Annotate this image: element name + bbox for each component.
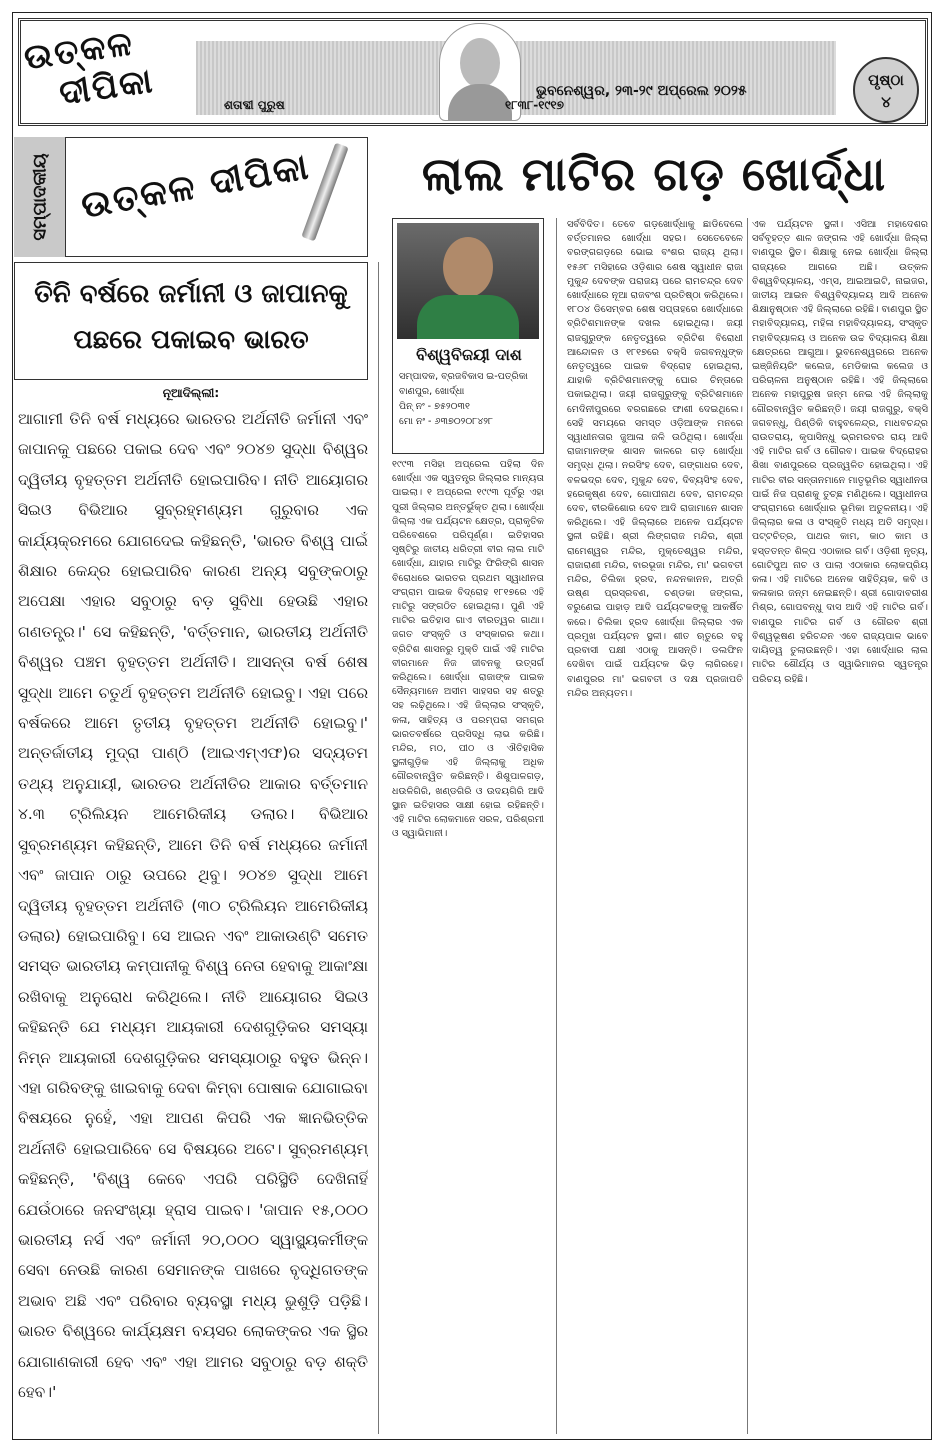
reporter-details (399, 369, 541, 429)
photo-shirt (417, 295, 519, 339)
column-divider (378, 262, 379, 1434)
column-divider (556, 218, 557, 1434)
reporter-role: ସମ୍ପାଦକ, ବ୍ରଜବିକାସ ଇ-ପତ୍ରିକା (399, 371, 528, 382)
section-vertical-label (14, 137, 66, 257)
reporter-place: ବାଣପୁର, ଖୋର୍ଦ୍ଧା (399, 386, 465, 397)
reporter-pin: ପିନ୍ ନଂ - ୭୫୨୦୩୧ (399, 401, 470, 412)
left-story-body: ଆଗାମୀ ତିନି ବର୍ଷ ମଧ୍ୟରେ ଭାରତର ଅର୍ଥନୀତି ଜର୍ମାନୀ ଏବଂ ଜାପାନକୁ ପଛରେ ପକାଇ ଦେବ ଏବଂ ୨୦୪୭ ସୁଦ୍ଧା ବିଶ୍ୱର ଦ୍ୱିତୀୟ ବୃହତ୍ତମ ଅର୍ଥନୀତି ହୋଇପାରିବ। ନୀତି ଆୟୋଗର ସିଇଓ ବିଭିଆର ସୁବ୍ରହ୍ମଣ୍ୟମ ଗୁରୁବାର ଏକ କାର୍ଯ୍ୟକ୍ରମରେ ଯୋଗଦେଇ କହିଛନ୍ତି, 'ଭାରତ ବିଶ୍ୱ ପାଇଁ ଶିକ୍ଷାର କେନ୍ଦ୍ର ହୋଇପାରିବ କାରଣ ଅନ୍ୟ ସବୁଙ୍କଠାରୁ ଅପେକ୍ଷା ଏହାର ସବୁଠାରୁ ବଡ଼ ସୁବିଧା ହେଉଛି ଏହାର ଗଣତନ୍ତ୍ର।' ସେ କହିଛନ୍ତି, 'ବର୍ତ୍ତମାନ, ଭାରତୀୟ ଅର୍ଥନୀତି ବିଶ୍ୱର ପଞ୍ଚମ ବୃହତ୍ତମ ଅର୍ଥନୀତି। ଆସନ୍ତା ବର୍ଷ ଶେଷ ସୁଦ୍ଧା ଆମେ ଚତୁର୍ଥ ବୃହତ୍ତମ ଅର୍ଥନୀତି ହୋଇବୁ। ଏହା ପରେ ବର୍ଷକରେ ଆମେ ତୃତୀୟ ବୃହତ୍ତମ ଅର୍ଥନୀତି ହୋଇବୁ।' ଅନ୍ତର୍ଜାତୀୟ ମୁଦ୍ରା ପାଣ୍ଠି (ଆଇଏମ୍ଏଫ)ର ସଦ୍ୟତମ ତଥ୍ୟ ଅନୁଯାୟୀ, ଭାରତର ଅର୍ଥନୀତିର ଆକାର ବର୍ତ୍ତମାନ ୪.୩ ଟ୍ରିଲିୟନ ଆମେରିକୀୟ ଡଲାର। ବିଭିଆର ସୁବ୍ରମଣ୍ୟମ କହିଛନ୍ତି, ଆମେ ତିନି ବର୍ଷ ମଧ୍ୟରେ ଜର୍ମାନୀ ଏବଂ ଜାପାନ ଠାରୁ ଉପରେ ଥିବୁ। ୨୦୪୭ ସୁଦ୍ଧା ଆମେ ଦ୍ୱିତୀୟ ବୃହତ୍ତମ ଅର୍ଥନୀତି (୩୦ ଟ୍ରିଲିୟନ ଆମେରିକୀୟ ଡଲାର) ହୋଇପାରିବୁ। ସେ ଆଇନ ଏବଂ ଆକାଉଣ୍ଟି ସମେତ ସମସ୍ତ ଭାରତୀୟ କମ୍ପାନୀକୁ ବିଶ୍ୱ ନେତା ହେବାକୁ ଆକାଂକ୍ଷା ରଖିବାକୁ ଅନୁରୋଧ କରିଥିଲେ। ନୀତି ଆୟୋଗର ସିଇଓ କହିଛନ୍ତି ଯେ ମଧ୍ୟମ ଆୟକାରୀ ଦେଶଗୁଡ଼ିକର ସମସ୍ୟା ନିମ୍ନ ଆୟକାରୀ ଦେଶଗୁଡ଼ିକର ସମସ୍ୟାଠାରୁ ବହୁତ ଭିନ୍ନ। ଏହା ଗରିବଙ୍କୁ ଖାଇବାକୁ ଦେବା କିମ୍ବା ପୋଷାକ ଯୋଗାଇବା ବିଷୟରେ ନୁହେଁ, ଏହା ଆପଣ କିପରି ଏକ ଜ୍ଞାନଭିତ୍ତିକ ଅର୍ଥନୀତି ହୋଇପାରିବେ ସେ ବିଷୟରେ ଅଟେ। ସୁବ୍ରମଣ୍ୟମ୍ କହିଛନ୍ତି, 'ବିଶ୍ୱ କେବେ ଏପରି ପରିସ୍ଥିତି ଦେଖିନାହିଁ ଯେଉଁଠାରେ ଜନସଂଖ୍ୟା ହ୍ରାସ ପାଇବ। 'ଜାପାନ ୧୫,୦୦୦ ଭାରତୀୟ ନର୍ସ ଏବଂ ଜର୍ମାନୀ ୨୦,୦୦୦ ସ୍ୱାସ୍ଥ୍ୟକର୍ମୀଙ୍କ ସେବା ନେଉଛି କାରଣ ସେମାନଙ୍କ ପାଖରେ ବୃଦ୍ଧିଗତଙ୍କ ଅଭାବ ଅଛି ଏବଂ ପରିବାର ବ୍ୟବସ୍ଥା ମଧ୍ୟ ଭୁଶୁଡ଼ି ପଡ଼ିଛି। ଭାରତ ବିଶ୍ୱରେ କାର୍ଯ୍ୟକ୍ଷମ ବୟସର ଲୋକଙ୍କର ଏକ ସ୍ଥିର ଯୋଗାଣକାରୀ ହେବ ଏବଂ ଏହା ଆମର ସବୁଠାରୁ ବଡ଼ ଶକ୍ତି ହେବ।' (18, 410, 368, 1401)
centenary-label: ଶତାବ୍ଦୀ ପୁରୁଷ (224, 98, 285, 112)
page-number-badge (853, 57, 919, 123)
main-headline: ଲାଲ ମାଟିର ଗଡ଼ ଖୋର୍ଦ୍ଧା (421, 147, 887, 201)
logo-line-2: ଦୀପିକା (56, 60, 157, 114)
left-story-dateline: ନୂଆଦିଲ୍ଲୀ: (162, 386, 220, 400)
photo-face (443, 237, 493, 297)
left-story-headline (14, 262, 368, 380)
left-headline-line-1: ତିନି ବର୍ଷରେ ଜର୍ମାନୀ ଓ ଜାପାନକୁ (34, 279, 348, 309)
main-story-column-3: ଏକ ପର୍ଯ୍ୟଟନ ସ୍ଥଳୀ। ଏସିଆ ମହାଦେଶର ସର୍ବବୃହତ୍ତ ଶାଳ ଜଙ୍ଗଲ ଏହି ଖୋର୍ଦ୍ଧା ଜିଲ୍ଲା ବାଣପୁର ସ୍ଥିତ। ଶିକ୍ଷାକୁ ନେଇ ଖୋର୍ଦ୍ଧା ଜିଲ୍ଲା ରାଜ୍ୟରେ ଆଗରେ ଅଛି। ଉତ୍କଳ ବିଶ୍ୱବିଦ୍ୟାଳୟ, ଏମ୍ସ, ଆଇଆଇଟି, ନାଇଜର, ଜାତୀୟ ଆଇନ ବିଶ୍ୱବିଦ୍ୟାଳୟ ଆଦି ଅନେକ ଶିକ୍ଷାନୁଷ୍ଠାନ ଏହି ଜିଲ୍ଲାରେ ରହିଛି। ବାଣପୁର ସ୍ଥିତ ମହାବିଦ୍ୟାଳୟ, ମହିଳା ମହାବିଦ୍ୟାଳୟ, ସଂସ୍କୃତ ମହାବିଦ୍ୟାଳୟ ଓ ଅନେକ ଉଚ୍ଚ ବିଦ୍ୟାଳୟ ଶିକ୍ଷା କ୍ଷେତ୍ରରେ ଆଗୁଆ। ଭୁବନେଶ୍ୱରରେ ଅନେକ ଇଞ୍ଜିନିୟରିଂ କଲେଜ, ମେଡିକାଲ କଲେଜ ଓ ପରିଚାଳନା ଅନୁଷ୍ଠାନ ରହିଛି। ଏହି ଜିଲ୍ଲାରେ ଅନେକ ମହାପୁରୁଷ ଜନ୍ମ ନେଇ ଏହି ଜିଲ୍ଲାକୁ ଗୌରବାନ୍ୱିତ କରିଛନ୍ତି। ଜୟୀ ରାଜଗୁରୁ, ବକ୍ସି ଜଗବନ୍ଧୁ, ପିଣ୍ଡିକି ବାହୁବଳେନ୍ଦ୍ର, ମାଧବଚନ୍ଦ୍ର ରାଉତରାୟ, କୃପାସିନ୍ଧୁ ଭ୍ରମରବର ରାୟ ଆଦି ଏହି ମାଟିର ଗର୍ବ ଓ ଗୌରବ। ପାଇକ ବିଦ୍ରୋହର ଶିଖା ବାଣପୁରରେ ପ୍ରଜ୍ୱଳିତ ହୋଇଥିଲା। ଏହି ମାଟିର ବୀର ସନ୍ତାନମାନେ ମାତୃଭୂମିର ସ୍ୱାଧୀନତା ପାଇଁ ନିଜ ପ୍ରାଣକୁ ତୁଚ୍ଛ ମଣିଥିଲେ। ସ୍ୱାଧୀନତା ସଂଗ୍ରାମରେ ଖୋର୍ଦ୍ଧାର ଭୂମିକା ଅତୁଳନୀୟ। ଏହି ଜିଲ୍ଲାର କଳା ଓ ସଂସ୍କୃତି ମଧ୍ୟ ଅତି ସମୃଦ୍ଧ। ପଟ୍ଟଚିତ୍ର, ପାଥର କାମ, କାଠ କାମ ଓ ହସ୍ତତନ୍ତ ଶିଳ୍ପ ଏଠାକାର ଗର୍ବ। ଓଡ଼ିଶୀ ନୃତ୍ୟ, ଗୋଟିପୁଅ ନାଚ ଓ ପାଲା ଏଠାକାର ଲୋକପ୍ରିୟ କଳା। ଏହି ମାଟିରେ ଅନେକ ସାହିତ୍ୟିକ, କବି ଓ କଳାକାର ଜନ୍ମ ନେଇଛନ୍ତି। ଶ୍ରୀ ଗୋଦାବରୀଶ ମିଶ୍ର, ଗୋପବନ୍ଧୁ ଦାସ ଆଦି ଏହି ମାଟିର ଗର୍ବ। ବାଣପୁର ମାଟିର ଗର୍ବ ଓ ଗୌରବ ଶ୍ରୀ ବିଶ୍ୱଭୂଷଣ ହରିଚନ୍ଦନ ଏବେ ରାଜ୍ୟପାଳ ଭାବେ ଦାୟିତ୍ୱ ତୁଲାଉଛନ୍ତି। ଏହା ଖୋର୍ଦ୍ଧାର ଲାଲ ମାଟିର ଶୌର୍ଯ୍ୟ ଓ ସ୍ୱାଭିମାନର ସ୍ୱତନ୍ତ୍ର ପରିଚୟ ରହିଛି। (752, 219, 928, 685)
reporter-name: ବିଶ୍ୱବିଜୟୀ ଦାଶ (416, 345, 522, 364)
portrait-head (460, 38, 500, 88)
main-story-column-2: ସର୍ବବିଦିତ। ତେବେ ଗଡ଼ଖୋର୍ଦ୍ଧାକୁ ଛାଡିଦେଲେ ବର୍ତ୍ତମାନର ଖୋର୍ଦ୍ଧା ସହର। ସେତେବେଳେ ବରଙ୍ଗଗଡ଼ରେ ଭୋଇ ବଂଶର ରାଜ୍ୟ ଥିଲା। ୧୫୬୮ ମସିହାରେ ଓଡ଼ିଶାର ଶେଷ ସ୍ୱାଧୀନ ରାଜା ମୁକୁନ୍ଦ ଦେବଙ୍କ ପରାଜୟ ପରେ ରାମଚନ୍ଦ୍ର ଦେବ ଖୋର୍ଦ୍ଧାରେ ନୂଆ ରାଜବଂଶ ପ୍ରତିଷ୍ଠା କରିଥିଲେ। ୧୮୦୪ ଡିସେମ୍ବର ଶେଷ ସପ୍ତାହରେ ଖୋର୍ଦ୍ଧାରେ ବ୍ରିଟିଶମାନଙ୍କ ଦଖଲ ହୋଇଥିଲା। ଜୟୀ ରାଜଗୁରୁଙ୍କ ନେତୃତ୍ୱରେ ବ୍ରିଟିଶ ବିରୋଧୀ ଆନ୍ଦୋଳନ ଓ ୧୮୧୭ରେ ବକ୍ସି ଜଗବନ୍ଧୁଙ୍କ ନେତୃତ୍ୱରେ ପାଇକ ବିଦ୍ରୋହ ହୋଇଥିଲା, ଯାହାକି ବ୍ରିଟିଶମାନଙ୍କୁ ଘୋର ଚିନ୍ତାରେ ପକାଇଥିଲା। ଜୟୀ ରାଜଗୁରୁଙ୍କୁ ବ୍ରିଟିଶମାନେ ମେଦିନୀପୁରରେ ବରଗଛରେ ଫାଶୀ ଦେଇଥିଲେ। ସେହି ସମୟରେ ସମସ୍ତ ଓଡ଼ିଆଙ୍କ ମନରେ ସ୍ୱାଧୀନତାର ଜୁଆଳା ଜଳି ଉଠିଥିଲା। ଖୋର୍ଦ୍ଧା ରାଜାମାନଙ୍କ ଶାସନ କାଳରେ ଗଡ଼ ଖୋର୍ଦ୍ଧା ସମୃଦ୍ଧ ଥିଲା। ନରସିଂହ ଦେବ, ଗଙ୍ଗାଧର ଦେବ, ବଳଭଦ୍ର ଦେବ, ମୁକୁନ୍ଦ ଦେବ, ଦିବ୍ୟସିଂହ ଦେବ, ହରେକୃଷ୍ଣ ଦେବ, ଗୋପୀନାଥ ଦେବ, ରାମଚନ୍ଦ୍ର ଦେବ, ବୀରକିଶୋର ଦେବ ଆଦି ରାଜାମାନେ ଶାସନ କରିଥିଲେ। ଏହି ଜିଲ୍ଲାରେ ଅନେକ ପର୍ଯ୍ୟଟନ ସ୍ଥଳୀ ରହିଛି। ଶ୍ରୀ ଲିଙ୍ଗରାଜ ମନ୍ଦିର, ଶ୍ରୀ ରାମେଶ୍ୱର ମନ୍ଦିର, ମୁକ୍ତେଶ୍ୱର ମନ୍ଦିର, ରାଜାରାଣୀ ମନ୍ଦିର, ବାରଭୂଜା ମନ୍ଦିର, ମା' ଭଗବତୀ ମନ୍ଦିର, ଚିଲିକା ହ୍ରଦ, ନନ୍ଦନକାନନ, ଅତ୍ରି ଉଷ୍ଣ ପ୍ରସ୍ରବଣ, ଚଣ୍ଡକା ଜଙ୍ଗଲ, ବରୁଣେଇ ପାହାଡ଼ ଆଦି ପର୍ଯ୍ୟଟକଙ୍କୁ ଆକର୍ଷିତ କରେ। ଚିଲିକା ହ୍ରଦ ଖୋର୍ଦ୍ଧା ଜିଲ୍ଲାର ଏକ ପ୍ରମୁଖ ପର୍ଯ୍ୟଟନ ସ୍ଥଳୀ। ଶୀତ ଋତୁରେ ବହୁ ପ୍ରବାସୀ ପକ୍ଷୀ ଏଠାକୁ ଆସନ୍ତି। ଡଲଫିନ ଦେଖିବା ପାଇଁ ପର୍ଯ୍ୟଟକ ଭିଡ଼ ଲାଗିରହେ। ବାଣପୁରର ମା' ଭଗବତୀ ଓ ଦକ୍ଷ ପ୍ରଜାପତି ମନ୍ଦିର ଅନ୍ୟତମ। (567, 219, 743, 699)
logo-line-1: ଉତ୍କଳ (21, 23, 137, 79)
main-story-column-1: ୧୯୯୩ ମସିହା ଅପ୍ରେଲ ପହିଲା ଦିନ ଖୋର୍ଦ୍ଧା ଏକ ସ୍ୱତନ୍ତ୍ର ଜିଲ୍ଲାର ମାନ୍ୟତା ପାଇଲା। ୧ ଅପ୍ରେଲ ୧୯୯୩ ପୂର୍ବରୁ ଏହା ପୁରୀ ଜିଲ୍ଲାର ଅନ୍ତର୍ଭୁକ୍ତ ଥିଲା। ଖୋର୍ଦ୍ଧା ଜିଲ୍ଲା ଏକ ପର୍ଯ୍ୟଟନ କ୍ଷେତ୍ର, ପ୍ରାକୃତିକ ପରିବେଶରେ ପରିପୂର୍ଣ୍ଣ। ଇତିହାସର ସୃଷ୍ଟିରୁ ଜାତୀୟ ଧରିତ୍ରୀ ବୀର ଲାଲ ମାଟି ଖୋର୍ଦ୍ଧା, ଯାହାର ମାଟିରୁ ଫିରିଙ୍ଗି ଶାସନ ବିରୋଧରେ ଭାରତର ପ୍ରଥମ ସ୍ୱାଧୀନତା ସଂଗ୍ରାମ ପାଇକ ବିଦ୍ରୋହ ୧୮୧୭ରେ ଏହି ମାଟିରୁ ସଙ୍ଗଠିତ ହୋଇଥିଲା। ପୁଣି ଏହି ମାଟିର ଇତିହାସ ଗାଏ ବୀରତ୍ୱର ଗାଥା। ଜଗତ ସଂସ୍କୃତି ଓ ସଂସ୍କାରର କଥା। ବ୍ରିଟିଶ ଶାସନରୁ ମୁକ୍ତି ପାଇଁ ଏହି ମାଟିର ବୀରମାନେ ନିଜ ଜୀବନକୁ ଉତ୍ସର୍ଗ କରିଥିଲେ। ଖୋର୍ଦ୍ଧା ରାଜାଙ୍କ ପାଇକ ସୈନ୍ୟମାନେ ଅସୀମ ସାହସର ସହ ଶତ୍ରୁ ସହ ଲଢ଼ିଥିଲେ। ଏହି ଜିଲ୍ଲାର ସଂସ୍କୃତି, କଳା, ସାହିତ୍ୟ ଓ ପରମ୍ପରା ସମଗ୍ର ଭାରତବର୍ଷରେ ପ୍ରସିଦ୍ଧି ଲାଭ କରିଛି। ମନ୍ଦିର, ମଠ, ପୀଠ ଓ ଐତିହାସିକ ସ୍ଥଳୀଗୁଡ଼ିକ ଏହି ଜିଲ୍ଲାକୁ ଅଧିକ ଗୌରବାନ୍ୱିତ କରିଛନ୍ତି। ଶିଶୁପାଳଗଡ଼, ଧଉଳିଗିରି, ଖଣ୍ଡଗିରି ଓ ଉଦୟଗିରି ଆଦି ସ୍ଥାନ ଇତିହାସର ସାକ୍ଷୀ ହୋଇ ରହିଛନ୍ତି। ଏହି ମାଟିର ଲୋକମାନେ ସରଳ, ପରିଶ୍ରମୀ ଓ ସ୍ୱାଭିମାନୀ। (392, 459, 544, 840)
issue-dateline: ଭୁବନେଶ୍ୱର, ୨୩-୨୯ ଅପ୍ରେଲ ୨୦୨୫ (536, 83, 747, 99)
page-label: ପୃଷ୍ଠା (868, 71, 904, 89)
reporter-card (392, 218, 544, 454)
section-logo: ଉତ୍କଳ ଦୀପିକା (78, 145, 313, 227)
reporter-photo (397, 223, 539, 339)
newspaper-logo (22, 16, 193, 127)
left-headline-line-2: ପଛରେ ପକାଇବ ଭାରତ (73, 325, 309, 355)
founder-years: ୧୮୩୮-୧୯୧୭ (505, 98, 565, 112)
page-number: ୪ (881, 93, 891, 111)
portrait-body (448, 84, 512, 121)
reporter-mobile: ମୋ ନଂ - ୬୩୭୦୨୦୮୪୨୮ (399, 416, 493, 427)
section-label-text: ସମ୍ପାଦକୀୟ (29, 153, 50, 241)
column-divider (747, 218, 748, 1434)
masthead (18, 18, 928, 126)
